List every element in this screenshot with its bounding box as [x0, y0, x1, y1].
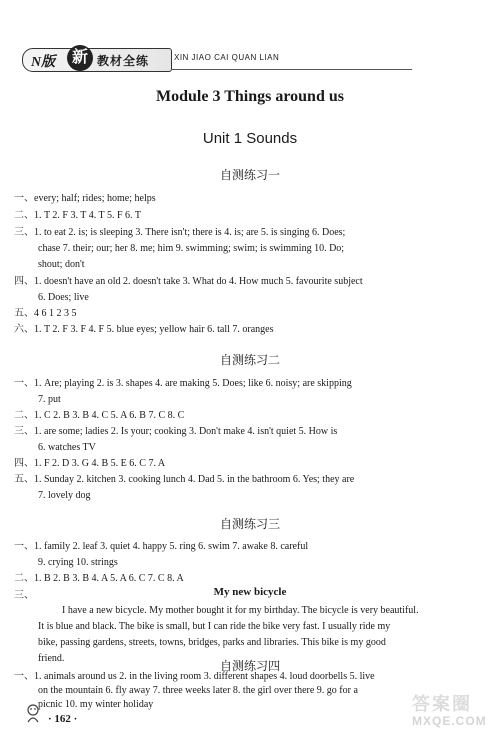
answer-line: 一、1. family 2. leaf 3. quiet 4. happy 5. ring 6. swim 7. awake 8. careful	[14, 541, 309, 552]
answer-line: 六、1. T 2. F 3. F 4. F 5. blue eyes; yellow hair 6. tall 7. oranges	[14, 324, 274, 335]
answer-line: chase 7. their; our; her 8. me; him 9. swimming; swim; is swimming 10. Do;	[38, 243, 345, 254]
section-title: 自测练习一	[219, 168, 280, 182]
series-logo	[22, 48, 172, 72]
answer-line: 三、1. are some; ladies 2. Is your; cooking 3. Don't make 4. isn't quiet 5. How is	[14, 426, 338, 437]
essay-title: My new bicycle	[213, 586, 287, 598]
answer-line: 五、4 6 1 2 3 5	[14, 308, 77, 319]
answer-line: 二、1. C 2. B 3. B 4. C 5. A 6. B 7. C 8. C	[14, 410, 185, 421]
answer-line: 6. Does; live	[38, 292, 89, 303]
answer-line: 四、1. F 2. D 3. G 4. B 5. E 6. C 7. A	[14, 458, 166, 469]
answer-line: 6. watches TV	[38, 442, 96, 453]
header-rule	[172, 69, 412, 70]
answer-line: 三、	[14, 590, 34, 601]
module-title: Module 3 Things around us	[156, 88, 344, 105]
logo-series-name: 教材全练	[97, 54, 150, 68]
answer-line: 二、1. B 2. B 3. B 4. A 5. A 6. C 7. C 8. A	[14, 573, 184, 584]
answer-line: picnic 10. my winter holiday	[38, 699, 154, 710]
unit-title: Unit 1 Sounds	[202, 130, 298, 147]
answer-line: 一、1. animals around us 2. in the living room 3. different shapes 4. loud doorbells 5. live	[14, 671, 375, 682]
answer-line: 五、1. Sunday 2. kitchen 3. cooking lunch 4. Dad 5. in the bathroom 6. Yes; they are	[14, 474, 355, 485]
essay-line: friend.	[38, 653, 65, 664]
logo-edition: N版	[31, 55, 56, 70]
watermark-url: MXQE.COM	[412, 714, 487, 728]
answer-line: 四、1. doesn't have an old 2. doesn't take 3. What do 4. How much 5. favourite subject	[14, 276, 363, 287]
essay-line: bike, passing gardens, streets, towns, bridges, parks and libraries. This bike is my good	[38, 637, 386, 648]
answer-line: 二、1. T 2. F 3. T 4. T 5. F 6. T	[14, 210, 141, 221]
section-title: 自测练习三	[219, 517, 280, 531]
answer-line: 7. lovely dog	[38, 490, 91, 501]
essay-line: I have a new bicycle. My mother bought it for my birthday. The bicycle is very beautiful.	[62, 605, 419, 616]
section-title: 自测练习二	[219, 353, 280, 367]
answer-line: 三、1. to eat 2. is; is sleeping 3. There isn't; there is 4. is; are 5. is singing 6. Does;	[14, 227, 346, 238]
answer-line: on the mountain 6. fly away 7. three weeks later 8. the girl over there 9. go for a	[38, 685, 358, 696]
essay-line: It is blue and black. The bike is small, but I can ride the bike very fast. I usually ride my	[38, 621, 391, 632]
logo-xin-badge: 新	[67, 45, 93, 71]
watermark-cn: 答案圈	[412, 694, 472, 715]
section-title: 自测练习四	[219, 659, 280, 673]
mascot-icon	[22, 702, 44, 724]
answer-line: 一、1. Are; playing 2. is 3. shapes 4. are making 5. Does; like 6. noisy; are skipping	[14, 378, 352, 389]
answer-line: 7. put	[38, 394, 61, 405]
answer-line: 一、every; half; rides; home; helps	[14, 193, 156, 204]
page-number: · 162 ·	[48, 713, 78, 725]
answer-line: shout; don't	[38, 259, 85, 270]
header-pinyin: XIN JIAO CAI QUAN LIAN	[174, 53, 280, 62]
answer-line: 9. crying 10. strings	[38, 557, 118, 568]
page-header	[22, 48, 322, 68]
watermark	[410, 690, 490, 730]
